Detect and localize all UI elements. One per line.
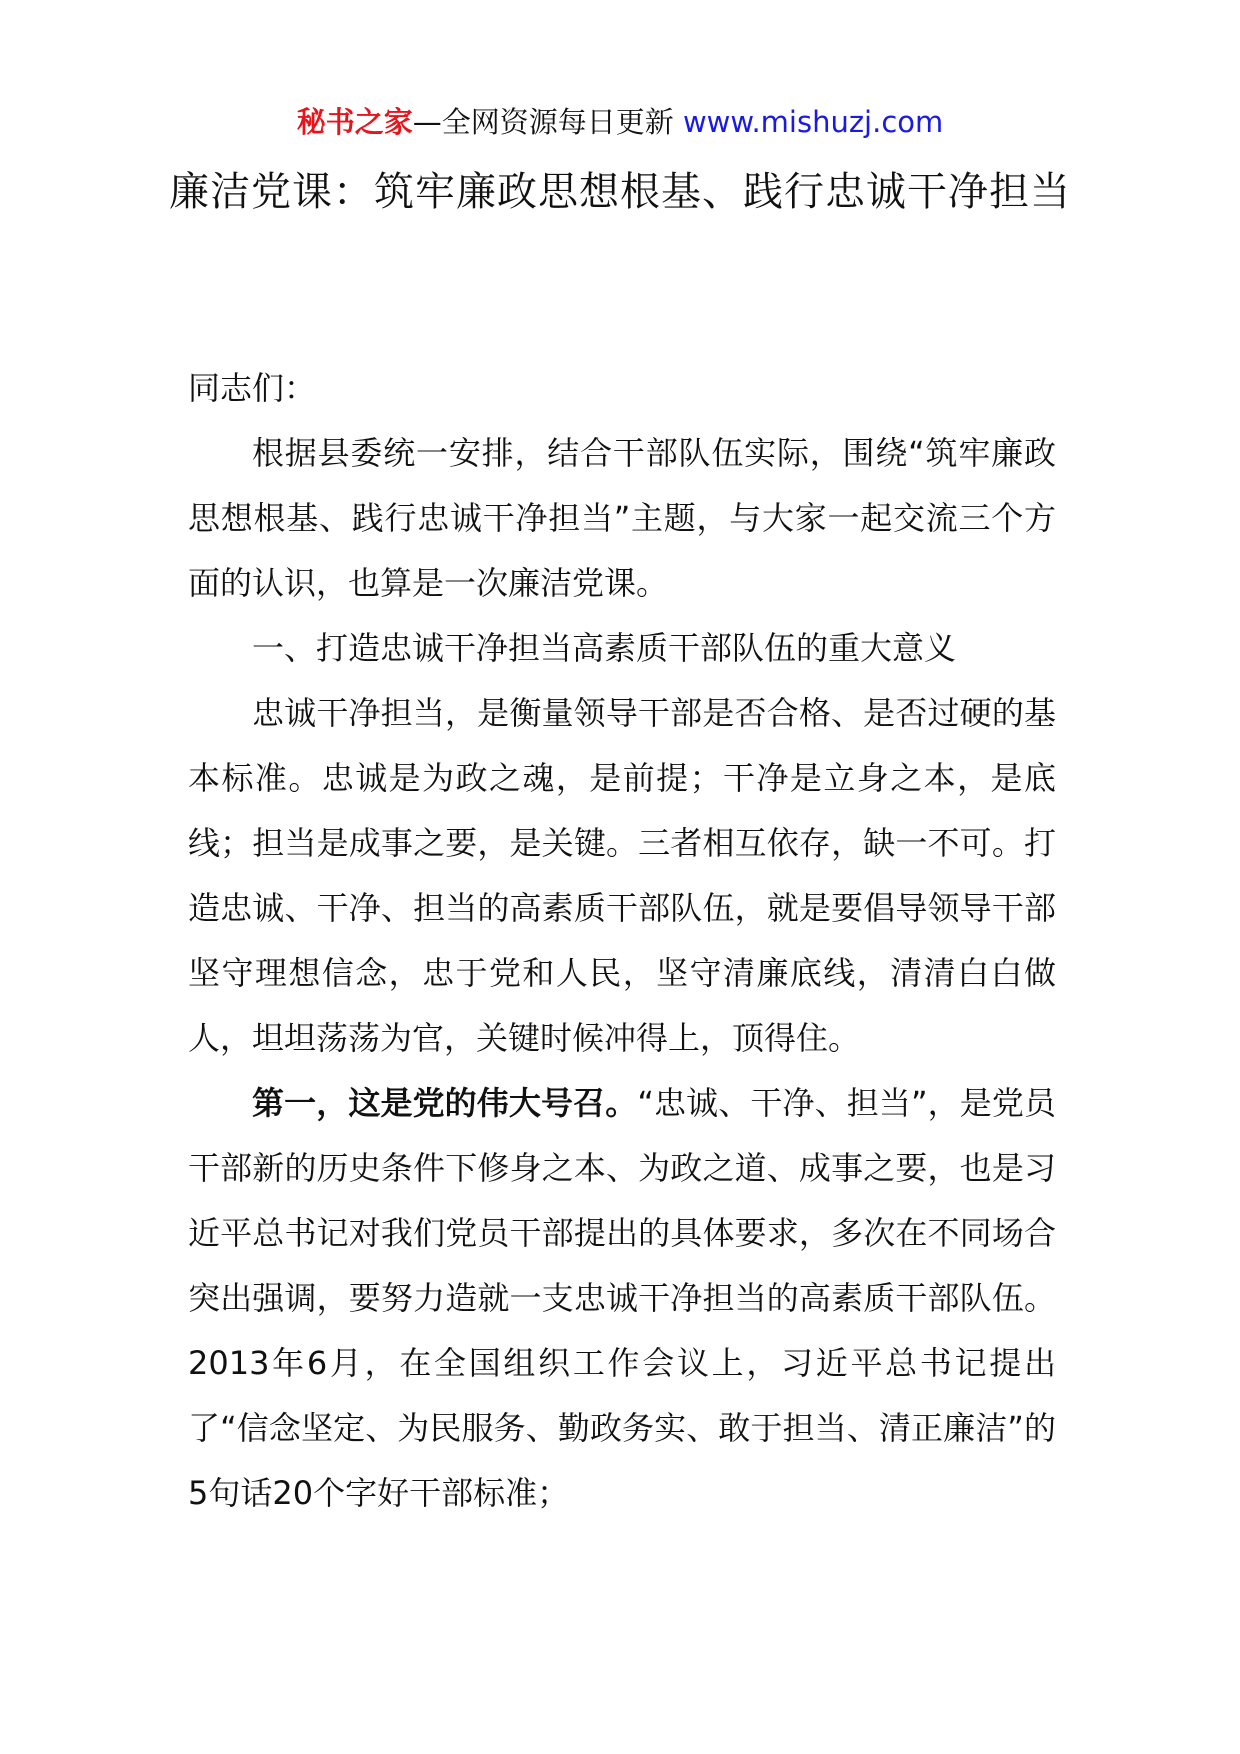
section-heading: 一、打造忠诚干净担当高素质干部队伍的重大意义 (252, 629, 957, 667)
point-lead: 第一，这是党的伟大号召。 (252, 1084, 638, 1122)
section-paragraph: 忠诚干净担当，是衡量领导干部是否合格、是否过硬的基本标准。忠诚是为政之魂，是前提；干净是立身之本，是底线；担当是成事之要，是关键。三者相互依存，缺一不可。打造忠诚、干净、担当的高素质干部队伍，就是要倡导领导干部坚守理想信念，忠于党和人民，坚守清廉底线，清清白白做人，坦坦荡荡为官，关键时候冲得上，顶得住。 (188, 694, 1056, 1057)
site-header (0, 102, 1240, 142)
point-text: “忠诚、干净、担当”，是党员干部新的历史条件下修身之本、为政之道、成事之要，也是习近平总书记对我们党员干部提出的具体要求，多次在不同场合突出强调，要努力造就一支忠诚干净担当的高素质干部队伍。2013年6月，在全国组织工作会议上，习近平总书记提出了“信念坚定、为民服务、勤政务实、敢于担当、清正廉洁”的5句话20个字好干部标准； (188, 1084, 1056, 1512)
site-url-link[interactable]: www.mishuzj.com (682, 105, 944, 139)
intro-paragraph: 根据县委统一安排，结合干部队伍实际，围绕“筑牢廉政思想根基、践行忠诚干净担当”主题，与大家一起交流三个方面的认识，也算是一次廉洁党课。 (188, 434, 1056, 602)
site-tagline: —全网资源每日更新 (412, 105, 683, 139)
salutation: 同志们： (188, 369, 317, 407)
document-title: 廉洁党课：筑牢廉政思想根基、践行忠诚干净担当 (169, 169, 1071, 215)
point-paragraph (188, 1071, 1056, 1526)
document-body (188, 356, 1056, 1526)
site-brand: 秘书之家 (296, 105, 413, 139)
